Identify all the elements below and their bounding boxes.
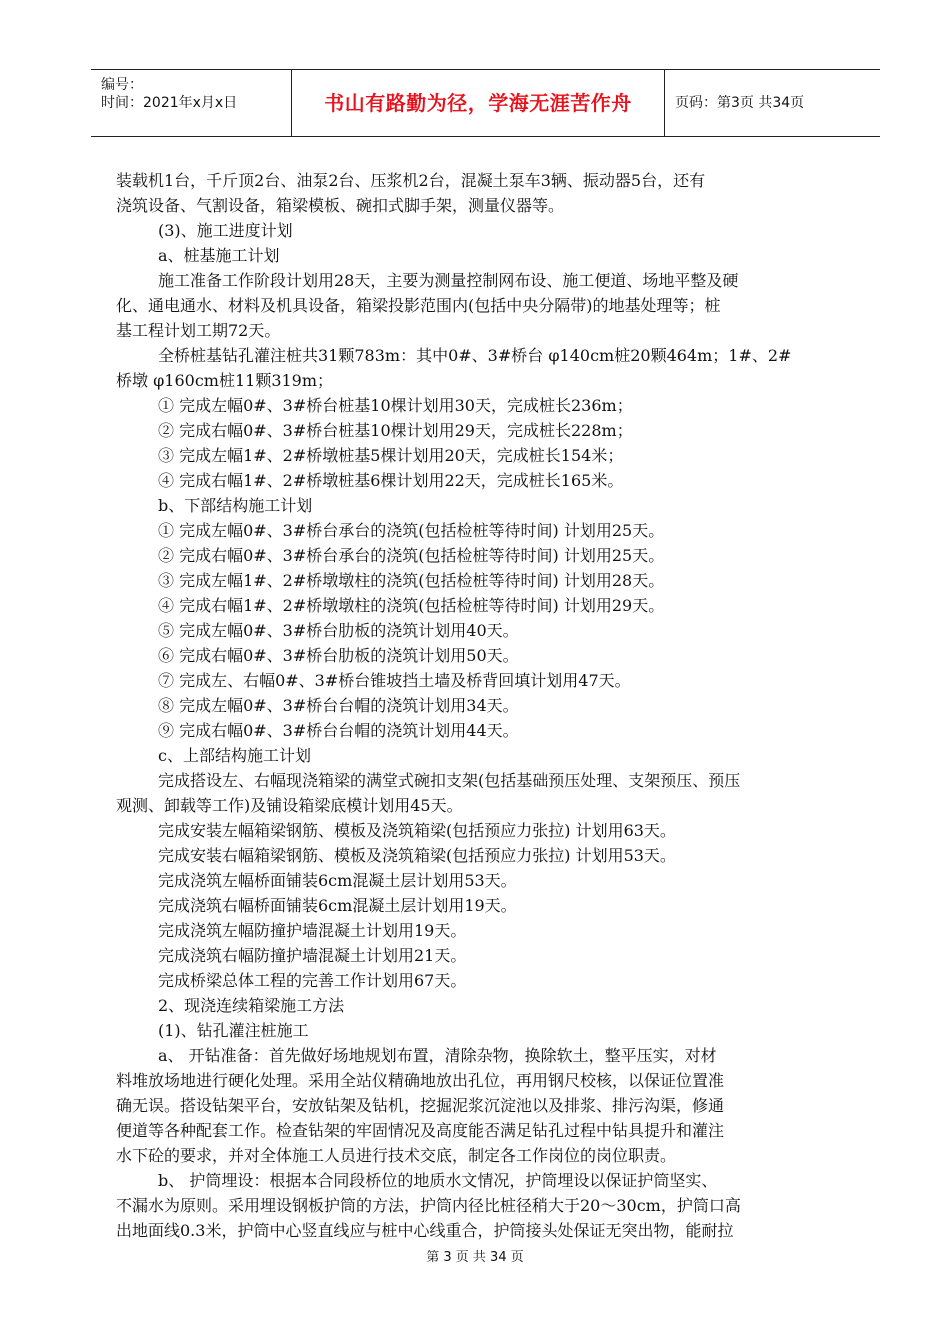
body-line: 确无误。搭设钻架平台，安放钻架及钻机，挖掘泥浆沉淀池以及排浆、排污沟渠，修通 — [116, 1096, 725, 1115]
body-line: 完成搭设左、右幅现浇箱梁的满堂式碗扣支架(包括基础预压处理、支架预压、预压 — [158, 771, 741, 790]
body-line: ② 完成右幅0#、3#桥台承台的浇筑(包括检桩等待时间) 计划用25天。 — [158, 546, 665, 565]
body-line: 出地面线0.3米，护筒中心竖直线应与桩中心线重合，护筒接头处保证无突出物，能耐拉 — [116, 1221, 734, 1240]
body-line: 化、通电通水、材料及机具设备，箱梁投影范围内(包括中央分隔带)的地基处理等；桩 — [116, 296, 721, 315]
body-line: 便道等各种配套工作。检查钻架的牢固情况及高度能否满足钻孔过程中钻具提升和灌注 — [116, 1121, 725, 1140]
body-line: (1)、钻孔灌注桩施工 — [158, 1021, 309, 1040]
body-line: ⑤ 完成左幅0#、3#桥台肋板的浇筑计划用40天。 — [158, 621, 519, 640]
header-meta — [91, 70, 292, 136]
body-line: ④ 完成右幅1#、2#桥墩墩柱的浇筑(包括检桩等待时间) 计划用29天。 — [158, 596, 665, 615]
body-line: 完成浇筑左幅桥面铺装6cm混凝土层计划用53天。 — [158, 871, 517, 890]
body-line: 桥墩 φ160cm桩11颗319m； — [116, 371, 334, 390]
body-line: 不漏水为原则。采用埋设钢板护筒的方法，护筒内径比桩径稍大于20～30cm，护筒口高 — [116, 1196, 741, 1215]
body-line: a、 开钻准备：首先做好场地规划布置，清除杂物，换除软土，整平压实，对材 — [158, 1046, 717, 1065]
header-page-info: 页码：第3页 共34页 — [675, 95, 805, 111]
body-line: 完成桥梁总体工程的完善工作计划用67天。 — [158, 971, 467, 990]
body-line: 完成浇筑右幅桥面铺装6cm混凝土层计划用19天。 — [158, 896, 517, 915]
body-line: ④ 完成右幅1#、2#桥墩桩基6棵计划用22天，完成桩长165米。 — [158, 471, 624, 490]
body-line: c、上部结构施工计划 — [158, 746, 311, 765]
body-line: ② 完成右幅0#、3#桥台桩基10棵计划用29天，完成桩长228m； — [158, 421, 633, 440]
body-line: 完成浇筑左幅防撞护墙混凝土计划用19天。 — [158, 921, 467, 940]
body-line: 观测、卸载等工作)及铺设箱梁底模计划用45天。 — [116, 796, 463, 815]
document-body — [116, 168, 864, 1243]
body-line: 完成浇筑右幅防撞护墙混凝土计划用21天。 — [158, 946, 467, 965]
body-line: a、桩基施工计划 — [158, 246, 280, 265]
body-line: ① 完成左幅0#、3#桥台桩基10棵计划用30天，完成桩长236m； — [158, 396, 633, 415]
body-line: ③ 完成左幅1#、2#桥墩桩基5棵计划用20天，完成桩长154米； — [158, 446, 624, 465]
body-line: 水下砼的要求，并对全体施工人员进行技术交底，制定各工作岗位的岗位职责。 — [116, 1146, 677, 1165]
body-line: b、下部结构施工计划 — [158, 496, 313, 515]
body-line: ⑦ 完成左、右幅0#、3#桥台锥坡挡土墙及桥背回填计划用47天。 — [158, 671, 631, 690]
header-number-label: 编号： — [101, 77, 143, 93]
body-line: b、 护筒埋设：根据本合同段桥位的地质水文情况，护筒埋设以保证护筒坚实、 — [158, 1171, 718, 1190]
page-footer: 第 3 页 共 34 页 — [426, 1250, 524, 1265]
page-header — [91, 69, 880, 137]
header-motto: 书山有路勤为径，学海无涯苦作舟 — [292, 70, 665, 136]
body-line: 全桥桩基钻孔灌注桩共31颗783m：其中0#、3#桥台 φ140cm桩20颗464m；1#、2# — [158, 346, 792, 365]
body-line: ⑨ 完成右幅0#、3#桥台台帽的浇筑计划用44天。 — [158, 721, 519, 740]
body-line: 完成安装左幅箱梁钢筋、模板及浇筑箱梁(包括预应力张拉) 计划用63天。 — [158, 821, 676, 840]
body-line: 料堆放场地进行硬化处理。采用全站仪精确地放出孔位，再用钢尺校核，以保证位置准 — [116, 1071, 725, 1090]
body-line: ① 完成左幅0#、3#桥台承台的浇筑(包括检桩等待时间) 计划用25天。 — [158, 521, 665, 540]
body-line: 基工程计划工期72天。 — [116, 321, 281, 340]
body-line: ⑧ 完成左幅0#、3#桥台台帽的浇筑计划用34天。 — [158, 696, 519, 715]
body-line: 施工准备工作阶段计划用28天，主要为测量控制网布设、施工便道、场地平整及硬 — [158, 271, 739, 290]
body-line: 完成安装右幅箱梁钢筋、模板及浇筑箱梁(包括预应力张拉) 计划用53天。 — [158, 846, 676, 865]
header-time-label: 时间：2021年x月x日 — [101, 95, 238, 111]
body-line: 2、现浇连续箱梁施工方法 — [158, 996, 345, 1015]
body-line: (3)、施工进度计划 — [158, 221, 293, 240]
body-line: ③ 完成左幅1#、2#桥墩墩柱的浇筑(包括检桩等待时间) 计划用28天。 — [158, 571, 665, 590]
body-line: 浇筑设备、气割设备，箱梁模板、碗扣式脚手架，测量仪器等。 — [116, 196, 565, 215]
body-line: 装载机1台，千斤顶2台、油泵2台、压浆机2台，混凝土泵车3辆、振动器5台，还有 — [116, 171, 706, 190]
body-line: ⑥ 完成右幅0#、3#桥台肋板的浇筑计划用50天。 — [158, 646, 519, 665]
